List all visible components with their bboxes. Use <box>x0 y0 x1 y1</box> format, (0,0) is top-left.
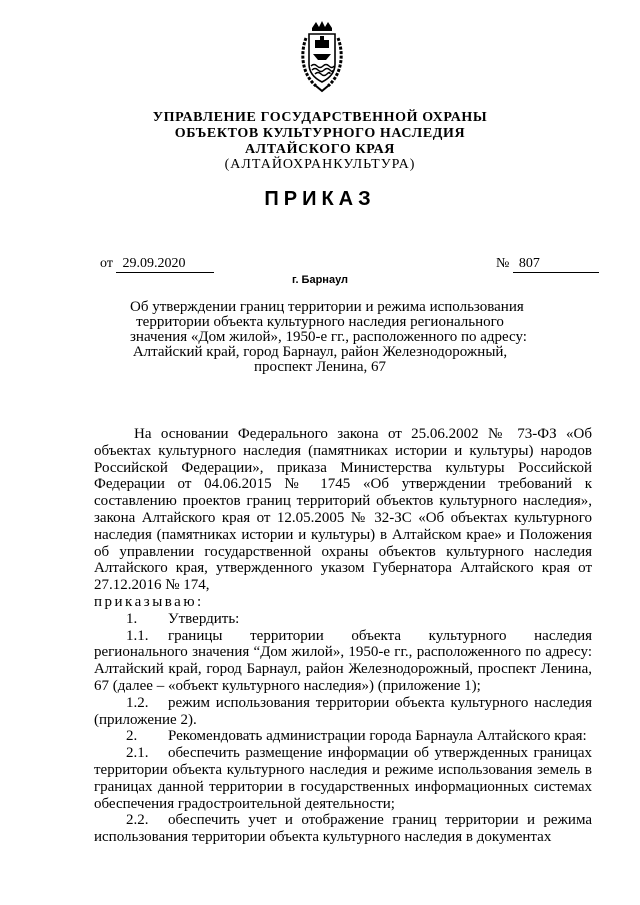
document-type-title: ПРИКАЗ <box>264 188 376 210</box>
subject-line: значения «Дом жилой», 1950-е гг., расположенного по адресу: <box>130 329 527 345</box>
agency-name-line2: ОБЪЕКТОВ КУЛЬТУРНОГО НАСЛЕДИЯ <box>174 126 466 141</box>
item-2-1: 2.1. обеспечить размещение информации об утвержденных границах территории объекта культурного наследия и режиме использования земель в границах данной территории в государственных информационных системах обеспечения градостроительной деятельности; <box>94 745 592 812</box>
altai-krai-coat-of-arms-icon <box>298 20 346 94</box>
date-value: 29.09.2020 <box>116 256 214 273</box>
order-date <box>100 256 214 273</box>
order-word: приказываю: <box>94 593 204 610</box>
order-number <box>496 256 599 273</box>
subject-line: Алтайский край, город Барнаул, район Железнодорожный, <box>132 344 508 360</box>
agency-name-line3: АЛТАЙСКОГО КРАЯ <box>244 142 396 157</box>
item-1-2: 1.2. режим использования территории объекта культурного наследия (приложение 2). <box>94 694 592 728</box>
number-prefix: № <box>496 256 510 271</box>
subject-line: территории объекта культурного наследия регионального <box>136 314 504 330</box>
item-1-1: 1.1. границы территории объекта культурного наследия регионального значения “Дом жилой», 1950-е гг., расположенного по адресу: Алтайский край, город Барнаул, район Железнодорожный, проспект Ленина, 67 (далее – «объект культурного наследия») (приложение 1); <box>94 627 592 694</box>
item-1: 1. Утвердить: <box>126 610 240 627</box>
order-subject <box>130 299 527 375</box>
agency-short-name: (АЛТАЙОХРАНКУЛЬТУРА) <box>224 157 416 172</box>
preamble-paragraph: На основании Федерального закона от 25.06.2002 № 73-ФЗ «Об объектах культурного наследия (памятниках истории и культуры) народов Российской Федерации», приказа Министерства культуры Российской Федерации от 04.06.2015 № 1745 «Об утверждении требований к составлению проектов границ территорий объектов культурного наследия», закона Алтайского края от 12.05.2005 № 32-ЗС «Об объектах культурного наследия (памятниках истории и культуры) в Алтайском крае» и Положения об управлении государственной охраны объектов культурного наследия Алтайского края, утвержденного указом Губернатора Алтайского края от 27.12.2016 № 174, <box>94 426 592 594</box>
number-value: 807 <box>513 256 599 273</box>
item-2: 2. Рекомендовать администрации города Барнаула Алтайского края: <box>126 728 587 745</box>
item-2-2: 2.2. обеспечить учет и отображение границ территории и режима использования территории объекта культурного наследия в документах <box>94 812 592 846</box>
agency-name-line1: УПРАВЛЕНИЕ ГОСУДАРСТВЕННОЙ ОХРАНЫ <box>152 110 488 125</box>
subject-line: проспект Ленина, 67 <box>253 359 387 375</box>
date-prefix: от <box>100 256 113 271</box>
city-name: г. Барнаул <box>291 274 349 286</box>
subject-line: Об утверждении границ территории и режима использования <box>130 299 524 315</box>
order-body <box>94 426 592 846</box>
